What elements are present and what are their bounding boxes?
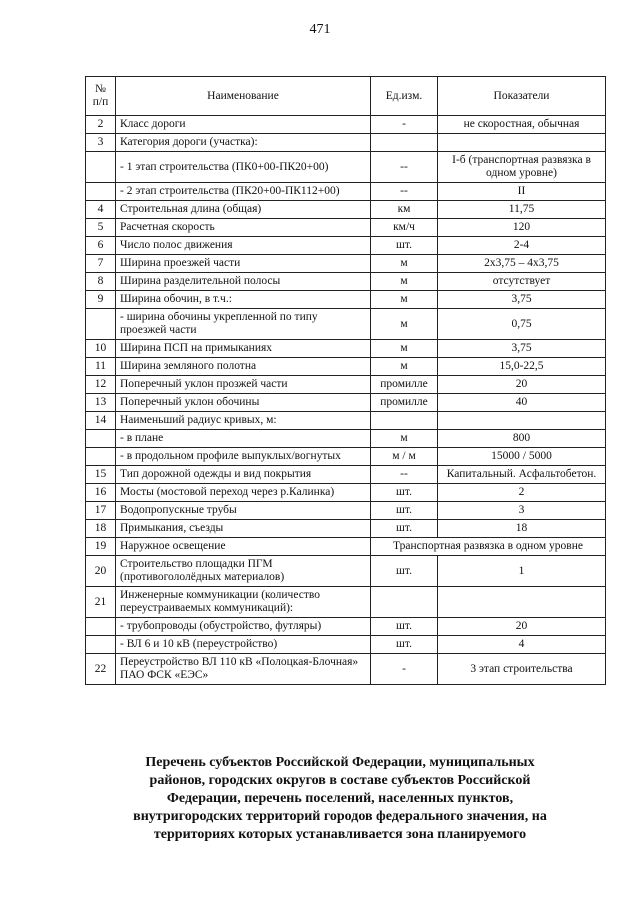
row-number: 4 [86, 201, 116, 219]
table-row [86, 219, 606, 237]
row-name: Поперечный уклон обочины [116, 394, 371, 412]
row-number: 20 [86, 556, 116, 587]
row-unit: -- [371, 466, 438, 484]
row-value: 3 этап строительства [438, 654, 606, 685]
row-name: - 2 этап строительства (ПК20+00-ПК112+00) [116, 183, 371, 201]
row-unit: м [371, 273, 438, 291]
row-value: 800 [438, 430, 606, 448]
row-name: - в продольном профиле выпуклых/вогнутых [116, 448, 371, 466]
row-unit: м [371, 430, 438, 448]
row-number [86, 636, 116, 654]
table-row [86, 358, 606, 376]
row-name: Расчетная скорость [116, 219, 371, 237]
page-number: 471 [309, 22, 331, 37]
table-row [86, 412, 606, 430]
row-value: 0,75 [438, 309, 606, 340]
row-name: Ширина обочин, в т.ч.: [116, 291, 371, 309]
row-number: 9 [86, 291, 116, 309]
row-name: Наружное освещение [116, 538, 371, 556]
row-name: Класс дороги [116, 116, 371, 134]
header-unit: Ед.изм. [371, 77, 438, 116]
row-number: 6 [86, 237, 116, 255]
row-value: 20 [438, 376, 606, 394]
header-name: Наименование [116, 77, 371, 116]
table-row [86, 448, 606, 466]
table-row [86, 152, 606, 183]
row-value: 4 [438, 636, 606, 654]
row-value: 15,0-22,5 [438, 358, 606, 376]
row-number: 15 [86, 466, 116, 484]
row-name: Тип дорожной одежды и вид покрытия [116, 466, 371, 484]
row-name: Мосты (мостовой переход через р.Калинка) [116, 484, 371, 502]
table-row [86, 255, 606, 273]
row-value: 11,75 [438, 201, 606, 219]
row-value: 40 [438, 394, 606, 412]
table-row [86, 466, 606, 484]
row-number: 8 [86, 273, 116, 291]
row-value: отсутствует [438, 273, 606, 291]
row-name: Поперечный уклон прозжей части [116, 376, 371, 394]
row-value: 15000 / 5000 [438, 448, 606, 466]
row-value [438, 587, 606, 618]
table-row [86, 394, 606, 412]
row-name: Ширина земляного полотна [116, 358, 371, 376]
row-unit: м [371, 291, 438, 309]
heading-line: районов, городских округов в составе субъектов Российской [149, 773, 531, 788]
row-unit: м / м [371, 448, 438, 466]
table-row [86, 484, 606, 502]
table-row [86, 636, 606, 654]
table-row [86, 116, 606, 134]
heading-line: территориях которых устанавливается зона планируемого [153, 827, 527, 842]
row-unit: м [371, 358, 438, 376]
row-number [86, 309, 116, 340]
table-header-row [86, 77, 606, 116]
row-number: 7 [86, 255, 116, 273]
table-row [86, 430, 606, 448]
heading-line: Федерации, перечень поселений, населенных пунктов, [166, 791, 514, 806]
row-name: - ВЛ 6 и 10 кВ (переустройство) [116, 636, 371, 654]
row-unit: шт. [371, 484, 438, 502]
row-value: 20 [438, 618, 606, 636]
row-number: 19 [86, 538, 116, 556]
row-number: 3 [86, 134, 116, 152]
row-name: Строительная длина (общая) [116, 201, 371, 219]
row-value: 2-4 [438, 237, 606, 255]
row-value: 2х3,75 – 4х3,75 [438, 255, 606, 273]
row-name: Ширина разделительной полосы [116, 273, 371, 291]
header-value: Показатели [438, 77, 606, 116]
row-number: 5 [86, 219, 116, 237]
row-unit: шт. [371, 636, 438, 654]
table-row [86, 273, 606, 291]
row-value: I-б (транспортная развязка в одном уровне) [438, 152, 606, 183]
table-row [86, 309, 606, 340]
row-number [86, 152, 116, 183]
row-unit: км/ч [371, 219, 438, 237]
table-row [86, 201, 606, 219]
table-row [86, 340, 606, 358]
row-value: 3,75 [438, 340, 606, 358]
table-row [86, 520, 606, 538]
section-heading [95, 754, 585, 844]
row-unit: м [371, 340, 438, 358]
row-value: II [438, 183, 606, 201]
row-number: 18 [86, 520, 116, 538]
row-value [438, 134, 606, 152]
row-name: - в плане [116, 430, 371, 448]
row-name: - трубопроводы (обустройство, футляры) [116, 618, 371, 636]
row-name: Число полос движения [116, 237, 371, 255]
table-body [86, 116, 606, 685]
row-name: Водопропускные трубы [116, 502, 371, 520]
road-parameters-table [85, 76, 606, 685]
row-unit [371, 412, 438, 430]
heading-line: Перечень субъектов Российской Федерации, муниципальных [145, 755, 535, 770]
row-name: Категория дороги (участка): [116, 134, 371, 152]
row-merged-value: Транспортная развязка в одном уровне [371, 538, 606, 556]
row-unit: шт. [371, 502, 438, 520]
row-value [438, 412, 606, 430]
row-value: 2 [438, 484, 606, 502]
row-name: Переустройство ВЛ 110 кВ «Полоцкая-Блочная» ПАО ФСК «ЕЭС» [116, 654, 371, 685]
row-value: не скоростная, обычная [438, 116, 606, 134]
row-number: 22 [86, 654, 116, 685]
row-number [86, 448, 116, 466]
table-row [86, 502, 606, 520]
row-name: Ширина ПСП на примыканиях [116, 340, 371, 358]
row-value: 18 [438, 520, 606, 538]
row-number: 10 [86, 340, 116, 358]
row-unit: шт. [371, 237, 438, 255]
row-name: Примыкания, съезды [116, 520, 371, 538]
row-unit: км [371, 201, 438, 219]
row-unit: шт. [371, 520, 438, 538]
row-name: Строительство площадки ПГМ (противогололёдных материалов) [116, 556, 371, 587]
row-number: 16 [86, 484, 116, 502]
row-unit: промилле [371, 376, 438, 394]
heading-line: внутригородских территорий городов федерального значения, на [133, 809, 547, 824]
row-name: Ширина проезжей части [116, 255, 371, 273]
row-number [86, 618, 116, 636]
row-unit: - [371, 654, 438, 685]
row-unit: м [371, 255, 438, 273]
row-unit: м [371, 309, 438, 340]
row-value: 3 [438, 502, 606, 520]
row-number [86, 430, 116, 448]
row-unit [371, 587, 438, 618]
table-row [86, 618, 606, 636]
row-value: Капитальный. Асфальтобетон. [438, 466, 606, 484]
row-name: Наименьший радиус кривых, м: [116, 412, 371, 430]
row-unit: шт. [371, 618, 438, 636]
row-unit: шт. [371, 556, 438, 587]
row-value: 3,75 [438, 291, 606, 309]
row-name: - ширина обочины укрепленной по типу проезжей части [116, 309, 371, 340]
row-number: 14 [86, 412, 116, 430]
table-row [86, 538, 606, 556]
row-number: 13 [86, 394, 116, 412]
row-unit: - [371, 116, 438, 134]
table-row [86, 134, 606, 152]
row-number [86, 183, 116, 201]
row-number: 12 [86, 376, 116, 394]
row-unit: -- [371, 183, 438, 201]
table-row [86, 587, 606, 618]
row-number: 21 [86, 587, 116, 618]
table-row [86, 376, 606, 394]
table-row [86, 654, 606, 685]
row-unit: промилле [371, 394, 438, 412]
table-row [86, 291, 606, 309]
table-row [86, 183, 606, 201]
row-name: Инженерные коммуникации (количество переустраиваемых коммуникаций): [116, 587, 371, 618]
header-num: № п/п [86, 77, 116, 116]
table-row [86, 556, 606, 587]
row-name: - 1 этап строительства (ПК0+00-ПК20+00) [116, 152, 371, 183]
row-number: 11 [86, 358, 116, 376]
table-row [86, 237, 606, 255]
row-unit [371, 134, 438, 152]
row-value: 120 [438, 219, 606, 237]
row-number: 17 [86, 502, 116, 520]
row-value: 1 [438, 556, 606, 587]
row-unit: -- [371, 152, 438, 183]
row-number: 2 [86, 116, 116, 134]
